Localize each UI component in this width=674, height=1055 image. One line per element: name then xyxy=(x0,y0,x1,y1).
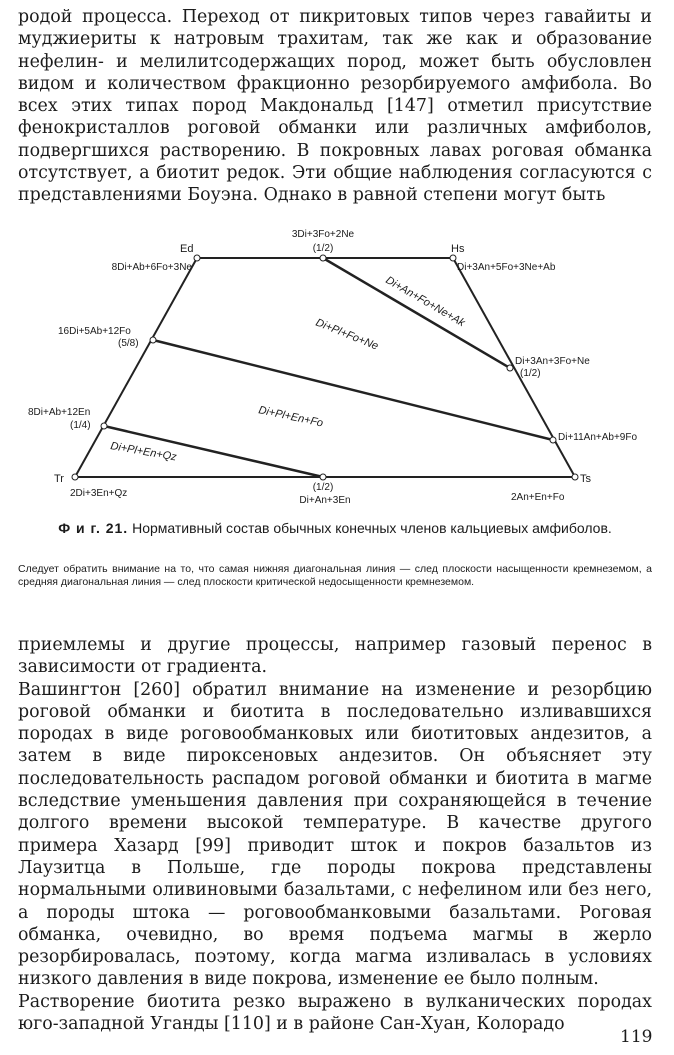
line-top-diagonal xyxy=(323,258,510,368)
label-ed-formula: 8Di+Ab+6Fo+3Ne xyxy=(111,262,192,273)
paragraph-top: родой процесса. Переход от пикритовых типов через гавайиты и муджиериты к натровым трахитам, так же как и образование нефелин- и мелилитсодержащих пород, может быть обусловлен видом и количеством фракционно резорбируемого амфибола. Во всех этих типах пород Макдональд [147] отметил присутствие фенокристаллов роговой обманки или различных амфиболов, подвергшихся растворению. В покровных лавах роговая обманка отсутствует, а биотит редок. Эти общие наблюдения согласуются с представлениями Боуэна. Однако в равной степени могут быть xyxy=(18,7,652,206)
point-hs xyxy=(450,255,456,261)
page-number: 119 xyxy=(620,1027,653,1047)
label-ed-name: Ed xyxy=(180,243,194,255)
label-ts-name: Ts xyxy=(580,473,591,485)
label-left-lower-fraction: (1/4) xyxy=(70,420,91,431)
paragraph-bottom: приемлемы и другие процессы, например газовый перенос в зависимости от градиента. Вашингтон [260] обратил внимание на изменение и резорбцию роговой обманки и биотита в последовательно изливавшихся породах в виде роговообманковых или биотитовых андезитов, а затем в виде пироксеновых андезитов. Он объясняет эту последовательность распадом роговой обманки и биотита в магме вследствие уменьшения давления при сохраняющейся в течение долгого времени высокой температуре. В качестве другого примера Хазард [99] приводит шток и покров базальтов из Лаузитца в Польше, где породы покрова представлены нормальными оливиновыми базальтами, с нефелином или без него, а породы штока — роговообманковыми базальтами. Роговая обманка, очевидно, во время подъема магмы в жерло резорбировалась, поэтому, когда магма изливалась в условиях низкого давления в виде покрова, изменение ее было полным. Растворение биотита резко выражено в вулканических породах юго-западной Уганды [110] и в районе Сан-Хуан, Колорадо xyxy=(18,635,652,1035)
point-right-upper xyxy=(507,365,513,371)
label-bottom-mid-formula: Di+An+3En xyxy=(299,495,351,506)
label-left-upper-formula: 16Di+5Ab+12Fo xyxy=(58,326,131,337)
point-ts xyxy=(572,474,578,480)
label-left-upper-fraction: (5/8) xyxy=(118,338,139,349)
label-bottom-mid-fraction: (1/2) xyxy=(312,482,334,493)
caption-text: Нормативный состав обычных конечных членов кальциевых амфиболов. xyxy=(132,520,612,536)
label-hs-name: Hs xyxy=(451,243,465,255)
label-tr-formula: 2Di+3En+Qz xyxy=(70,488,128,499)
label-hs-formula: Di+3An+5Fo+3Ne+Ab xyxy=(457,262,556,273)
point-tr xyxy=(72,474,78,480)
label-left-lower-formula: 8Di+Ab+12En xyxy=(28,407,91,418)
line-middle-diagonal xyxy=(153,340,553,440)
field-label-top-diagonal: Di+An+Fo+Ne+Ak xyxy=(383,274,467,330)
point-top-mid xyxy=(320,255,326,261)
figure-caption xyxy=(18,520,652,537)
point-left-lower xyxy=(101,423,107,429)
edge-right xyxy=(453,258,575,477)
field-label-upper: Di+Pl+Fo+Ne xyxy=(313,316,380,353)
point-left-upper xyxy=(150,337,156,343)
label-tr-name: Tr xyxy=(54,473,64,485)
point-ed xyxy=(194,255,200,261)
label-right-upper-fraction: (1/2) xyxy=(520,368,541,379)
caption-label: Ф и г. 21. xyxy=(58,520,129,536)
figure-note: Следует обратить внимание на то, что самая нижняя диагональная линия — след плоскости насыщенности кремнеземом, а средняя диагональная линия — след плоскости критической недосыщенности кремнеземом. xyxy=(18,563,652,588)
field-label-middle: Di+Pl+En+Fo xyxy=(257,404,325,430)
label-top-mid-formula: 3Di+3Fo+2Ne xyxy=(291,229,355,240)
point-right-lower xyxy=(550,437,556,443)
label-right-lower-formula: Di+11An+Ab+9Fo xyxy=(558,432,638,443)
field-label-lower: Di+Pl+En+Qz xyxy=(109,440,178,464)
point-bottom-mid xyxy=(320,474,326,480)
label-ts-formula: 2An+En+Fo xyxy=(511,492,565,503)
label-top-mid-fraction: (1/2) xyxy=(312,243,334,254)
label-right-upper-formula: Di+3An+3Fo+Ne xyxy=(515,356,590,367)
